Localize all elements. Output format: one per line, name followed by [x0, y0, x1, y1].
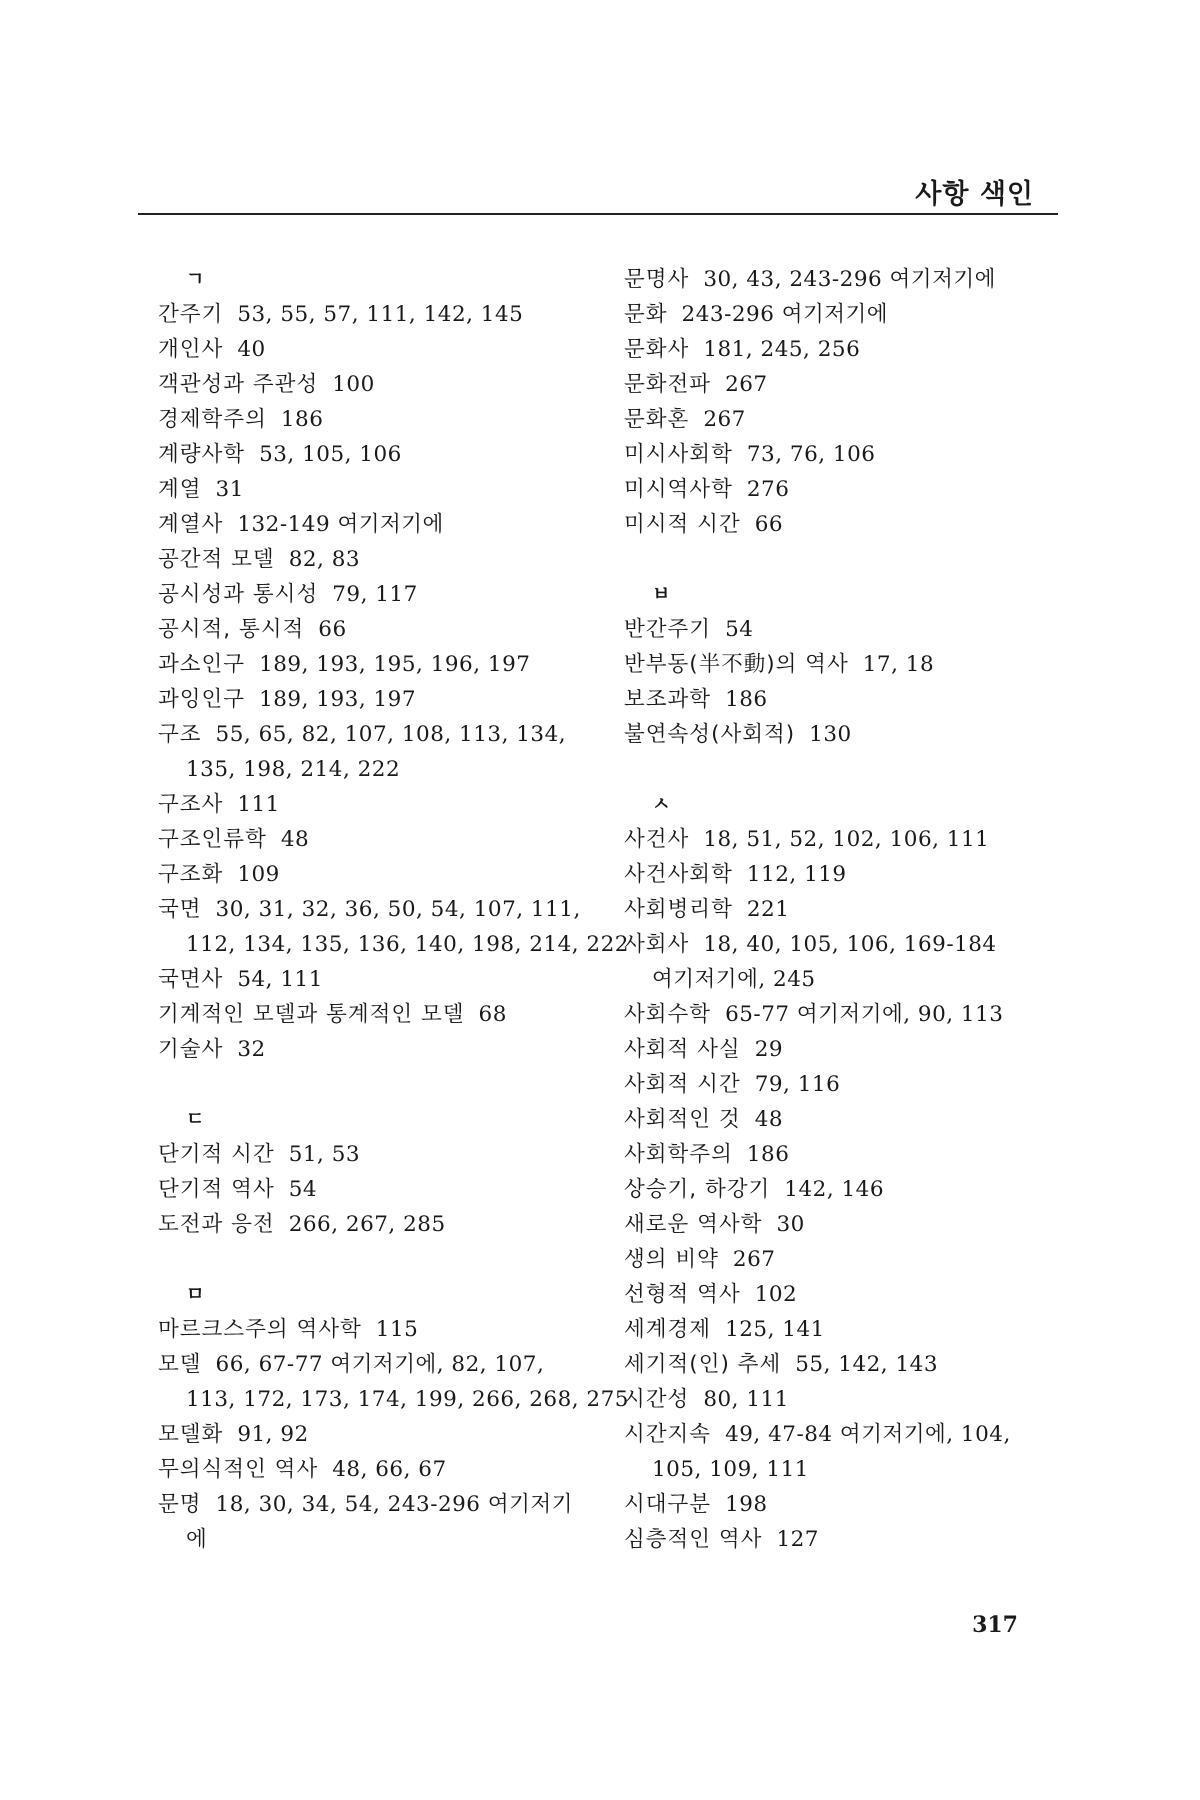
- index-term: 미시사회학: [624, 442, 733, 467]
- index-term: 무의식적인 역사: [158, 1457, 319, 1482]
- index-pages: 267: [732, 1247, 776, 1272]
- index-term: 단기적 역사: [158, 1177, 275, 1202]
- index-term: 구조: [158, 722, 202, 747]
- index-term: 선형적 역사: [624, 1282, 741, 1307]
- index-pages: 276: [746, 477, 790, 502]
- index-term: 문화사: [624, 337, 690, 362]
- index-pages: 125, 141: [725, 1317, 825, 1342]
- index-term: 사회적 사실: [624, 1037, 741, 1062]
- index-pages: 30, 31, 32, 36, 50, 54, 107, 111,: [215, 897, 581, 922]
- index-term: 계열사: [158, 512, 224, 537]
- index-term: 문명사: [624, 267, 690, 292]
- section-spacer: [624, 752, 1064, 787]
- index-pages: 48: [754, 1107, 784, 1132]
- index-term: 상승기, 하강기: [624, 1177, 771, 1202]
- index-pages: 55, 142, 143: [795, 1352, 939, 1377]
- index-term: 미시역사학: [624, 477, 733, 502]
- index-pages: 100: [332, 372, 375, 397]
- index-entry: [624, 1032, 1064, 1067]
- index-entry: [158, 1347, 608, 1382]
- index-pages: 66, 67-77 여기저기에, 82, 107,: [215, 1352, 545, 1377]
- index-entry: [158, 1487, 608, 1522]
- index-pages: 186: [725, 687, 768, 712]
- index-entry: [158, 507, 608, 542]
- section-spacer: [624, 542, 1064, 577]
- index-pages: 111: [237, 792, 280, 817]
- index-entry: [624, 437, 1064, 472]
- index-entry: [158, 1172, 608, 1207]
- index-term: 새로운 역사학: [624, 1212, 763, 1237]
- index-entry: [624, 1417, 1064, 1452]
- index-entry: [624, 262, 1064, 297]
- index-pages: 186: [746, 1142, 790, 1167]
- index-entry: [158, 1137, 608, 1172]
- index-entry: [624, 1207, 1064, 1242]
- index-term: 시간성: [624, 1387, 690, 1412]
- index-entry-continuation: 에: [186, 1527, 208, 1552]
- index-term: 단기적 시간: [158, 1142, 275, 1167]
- index-term: 공시성과 통시성: [158, 582, 319, 607]
- index-entry: [624, 297, 1064, 332]
- index-pages: 54, 111: [237, 967, 323, 992]
- index-entry-continuation: 113, 172, 173, 174, 199, 266, 268, 275: [186, 1387, 629, 1412]
- index-entry: [624, 1277, 1064, 1312]
- index-term: 사회적인 것: [624, 1107, 741, 1132]
- index-entry: [624, 402, 1064, 437]
- index-pages: 18, 51, 52, 102, 106, 111: [703, 827, 990, 852]
- index-entry: [624, 1242, 1064, 1277]
- index-entry: [624, 1522, 1064, 1557]
- index-term: 과잉인구: [158, 687, 246, 712]
- index-pages: 32: [237, 1037, 266, 1062]
- index-entry-continuation: 112, 134, 135, 136, 140, 198, 214, 222: [186, 932, 629, 957]
- index-pages: 82, 83: [288, 547, 361, 572]
- index-term: 간주기: [158, 302, 224, 327]
- index-term: 반간주기: [624, 617, 712, 642]
- index-pages: 221: [746, 897, 790, 922]
- index-term: 세기적(인) 추세: [624, 1352, 782, 1377]
- index-entry: [624, 472, 1064, 507]
- index-term: 문화혼: [624, 407, 690, 432]
- index-entry: [624, 1172, 1064, 1207]
- index-term: 모델화: [158, 1422, 224, 1447]
- index-term: 사회사: [624, 932, 690, 957]
- index-entry: [158, 297, 608, 332]
- index-term: 구조사: [158, 792, 224, 817]
- section-letter: ㅁ: [186, 1283, 205, 1305]
- index-term: 공시적, 통시적: [158, 617, 305, 642]
- index-entry: [624, 1137, 1064, 1172]
- index-pages: 48: [280, 827, 310, 852]
- index-entry: [158, 577, 608, 612]
- index-term: 기술사: [158, 1037, 224, 1062]
- index-pages: 17, 18: [862, 652, 935, 677]
- index-entry: [624, 1067, 1064, 1102]
- index-term: 세계경제: [624, 1317, 712, 1342]
- running-head: 사항 색인: [915, 179, 1034, 210]
- index-pages: 243-296 여기저기에: [681, 302, 889, 327]
- section-letter: ㄱ: [186, 268, 205, 290]
- index-pages: 267: [703, 407, 746, 432]
- section-letter: ㅅ: [652, 793, 671, 815]
- index-entry: [624, 822, 1064, 857]
- index-entry: [624, 647, 1064, 682]
- page-number: 317: [972, 1612, 1018, 1638]
- index-term: 모델: [158, 1352, 202, 1377]
- index-entry: [624, 682, 1064, 717]
- index-entry: [158, 822, 608, 857]
- index-entry: [624, 1347, 1064, 1382]
- index-pages: 53, 55, 57, 111, 142, 145: [237, 302, 524, 327]
- index-term: 문명: [158, 1492, 202, 1517]
- index-entry: [158, 997, 608, 1032]
- index-pages: 115: [375, 1317, 419, 1342]
- section-letter: ㅂ: [652, 583, 671, 605]
- index-entry: [624, 892, 1064, 927]
- index-entry: [158, 437, 608, 472]
- index-pages: 30, 43, 243-296 여기저기에: [703, 267, 996, 292]
- index-entry: [624, 1487, 1064, 1522]
- index-pages: 132-149 여기저기에: [237, 512, 444, 537]
- index-pages: 18, 30, 34, 54, 243-296 여기저기: [215, 1492, 573, 1517]
- index-term: 계열: [158, 477, 202, 502]
- index-entry: [624, 332, 1064, 367]
- index-term: 국면사: [158, 967, 224, 992]
- index-pages: 198: [725, 1492, 768, 1517]
- index-entry: [624, 717, 1064, 752]
- index-column-right: [624, 262, 1064, 1557]
- index-entry: [158, 1452, 608, 1487]
- index-term: 마르크스주의 역사학: [158, 1317, 362, 1342]
- index-term: 반부동(半不動)의 역사: [624, 652, 849, 677]
- index-pages: 266, 267, 285: [288, 1212, 446, 1237]
- index-pages: 65-77 여기저기에, 90, 113: [725, 1002, 1004, 1027]
- index-entry: [158, 647, 608, 682]
- index-pages: 68: [478, 1002, 507, 1027]
- index-term: 객관성과 주관성: [158, 372, 319, 397]
- index-entry: [624, 612, 1064, 647]
- index-entry: [158, 332, 608, 367]
- index-term: 보조과학: [624, 687, 712, 712]
- index-pages: 66: [754, 512, 784, 537]
- index-entry: [624, 997, 1064, 1032]
- index-entry: [624, 1312, 1064, 1347]
- index-term: 생의 비약: [624, 1247, 719, 1272]
- index-pages: 54: [725, 617, 754, 642]
- index-term: 문화: [624, 302, 668, 327]
- index-term: 시대구분: [624, 1492, 712, 1517]
- index-pages: 102: [754, 1282, 798, 1307]
- index-pages: 130: [809, 722, 852, 747]
- index-term: 기계적인 모델과 통계적인 모델: [158, 1002, 465, 1027]
- index-pages: 267: [725, 372, 768, 397]
- index-term: 공간적 모델: [158, 547, 275, 572]
- index-entry: [624, 1382, 1064, 1417]
- index-pages: 31: [215, 477, 244, 502]
- index-pages: 48, 66, 67: [332, 1457, 447, 1482]
- index-entry: [158, 892, 608, 927]
- index-entry: [158, 402, 608, 437]
- section-letter: ㄷ: [186, 1108, 205, 1130]
- index-pages: 79, 117: [332, 582, 418, 607]
- index-pages: 189, 193, 195, 196, 197: [259, 652, 531, 677]
- index-pages: 66: [318, 617, 347, 642]
- index-pages: 40: [237, 337, 266, 362]
- index-term: 국면: [158, 897, 202, 922]
- index-entry: [158, 1207, 608, 1242]
- index-term: 계량사학: [158, 442, 246, 467]
- index-pages: 79, 116: [754, 1072, 841, 1097]
- index-pages: 181, 245, 256: [703, 337, 861, 362]
- index-entry: [158, 717, 608, 752]
- index-term: 사건사: [624, 827, 690, 852]
- index-entry: [158, 612, 608, 647]
- index-term: 사건사회학: [624, 862, 733, 887]
- index-term: 개인사: [158, 337, 224, 362]
- index-entry: [624, 857, 1064, 892]
- index-pages: 49, 47-84 여기저기에, 104,: [725, 1422, 1011, 1447]
- index-term: 도전과 응전: [158, 1212, 275, 1237]
- index-term: 심층적인 역사: [624, 1527, 763, 1552]
- index-pages: 73, 76, 106: [746, 442, 876, 467]
- index-entry-continuation: 135, 198, 214, 222: [186, 757, 401, 782]
- index-pages: 91, 92: [237, 1422, 309, 1447]
- index-term: 경제학주의: [158, 407, 267, 432]
- index-pages: 18, 40, 105, 106, 169-184: [703, 932, 997, 957]
- section-spacer: [158, 1067, 608, 1102]
- index-entry: [624, 367, 1064, 402]
- index-pages: 189, 193, 197: [259, 687, 417, 712]
- index-entry: [158, 962, 608, 997]
- index-pages: 109: [237, 862, 280, 887]
- index-entry: [158, 787, 608, 822]
- index-entry-continuation: 105, 109, 111: [652, 1457, 809, 1482]
- index-entry: [158, 1417, 608, 1452]
- index-entry: [624, 507, 1064, 542]
- index-term: 사회학주의: [624, 1142, 733, 1167]
- index-pages: 29: [754, 1037, 784, 1062]
- index-term: 시간지속: [624, 1422, 712, 1447]
- index-term: 문화전파: [624, 372, 712, 397]
- index-entry: [158, 1312, 608, 1347]
- index-term: 미시적 시간: [624, 512, 741, 537]
- index-column-left: [158, 262, 629, 1557]
- section-spacer: [158, 1242, 608, 1277]
- index-pages: 53, 105, 106: [259, 442, 402, 467]
- index-term: 구조인류학: [158, 827, 267, 852]
- header-rule: [138, 213, 1058, 215]
- index-pages: 80, 111: [703, 1387, 789, 1412]
- index-pages: 112, 119: [746, 862, 847, 887]
- index-pages: 142, 146: [784, 1177, 885, 1202]
- index-term: 사회병리학: [624, 897, 733, 922]
- index-entry: [158, 1032, 608, 1067]
- index-entry: [158, 367, 608, 402]
- index-entry: [158, 472, 608, 507]
- index-entry-continuation: 여기저기에, 245: [652, 967, 816, 992]
- index-term: 사회수학: [624, 1002, 712, 1027]
- index-term: 과소인구: [158, 652, 246, 677]
- index-entry: [158, 542, 608, 577]
- index-term: 사회적 시간: [624, 1072, 741, 1097]
- index-term: 구조화: [158, 862, 224, 887]
- index-pages: 51, 53: [288, 1142, 361, 1167]
- index-pages: 30: [776, 1212, 805, 1237]
- index-entry: [624, 927, 1064, 962]
- index-entry: [624, 1102, 1064, 1137]
- index-entry: [158, 857, 608, 892]
- index-entry: [158, 682, 608, 717]
- index-pages: 127: [776, 1527, 819, 1552]
- index-pages: 186: [280, 407, 324, 432]
- index-pages: 55, 65, 82, 107, 108, 113, 134,: [215, 722, 567, 747]
- index-term: 불연속성(사회적): [624, 722, 796, 747]
- index-pages: 54: [288, 1177, 318, 1202]
